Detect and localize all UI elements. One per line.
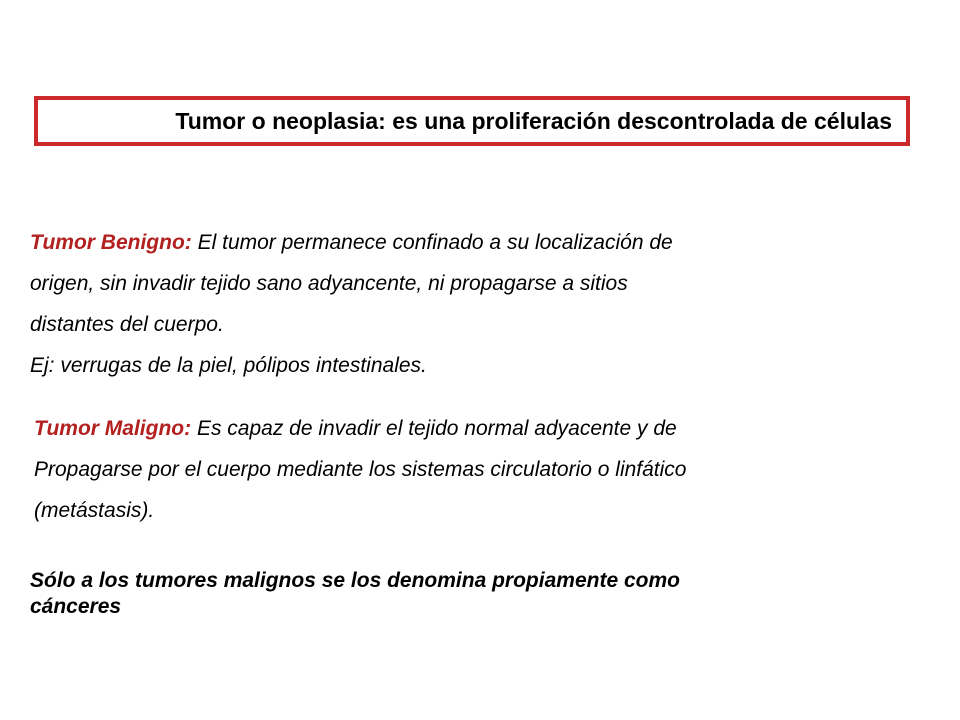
- conclusion-line-1: Sólo a los tumores malignos se los denomina propiamente como: [30, 569, 680, 592]
- benign-line-1: [30, 222, 673, 263]
- benign-tumor-section: [30, 222, 673, 386]
- benign-term: Tumor Benigno:: [30, 231, 192, 254]
- malignant-text-2: Propagarse por el cuerpo mediante los sistemas circulatorio o linfático: [34, 458, 687, 481]
- definition-title: Tumor o neoplasia: es una proliferación descontrolada de células: [175, 107, 892, 134]
- malignant-tumor-section: [34, 408, 687, 531]
- conclusion-line-2: cánceres: [30, 595, 122, 618]
- benign-text-2: origen, sin invadir tejido sano adyancente, ni propagarse a sitios: [30, 272, 628, 295]
- benign-example: Ej: verrugas de la piel, pólipos intestinales.: [30, 354, 427, 377]
- malignant-text-3: (metástasis).: [34, 499, 155, 522]
- malignant-line-1: [34, 408, 687, 449]
- benign-text-1: El tumor permanece confinado a su localización de: [191, 231, 673, 254]
- benign-text-3: distantes del cuerpo.: [30, 313, 224, 336]
- definition-box: [34, 96, 910, 146]
- malignant-term: Tumor Maligno:: [34, 417, 192, 440]
- conclusion-statement: [30, 568, 680, 620]
- malignant-text-1: Es capaz de invadir el tejido normal adyacente y de: [191, 417, 677, 440]
